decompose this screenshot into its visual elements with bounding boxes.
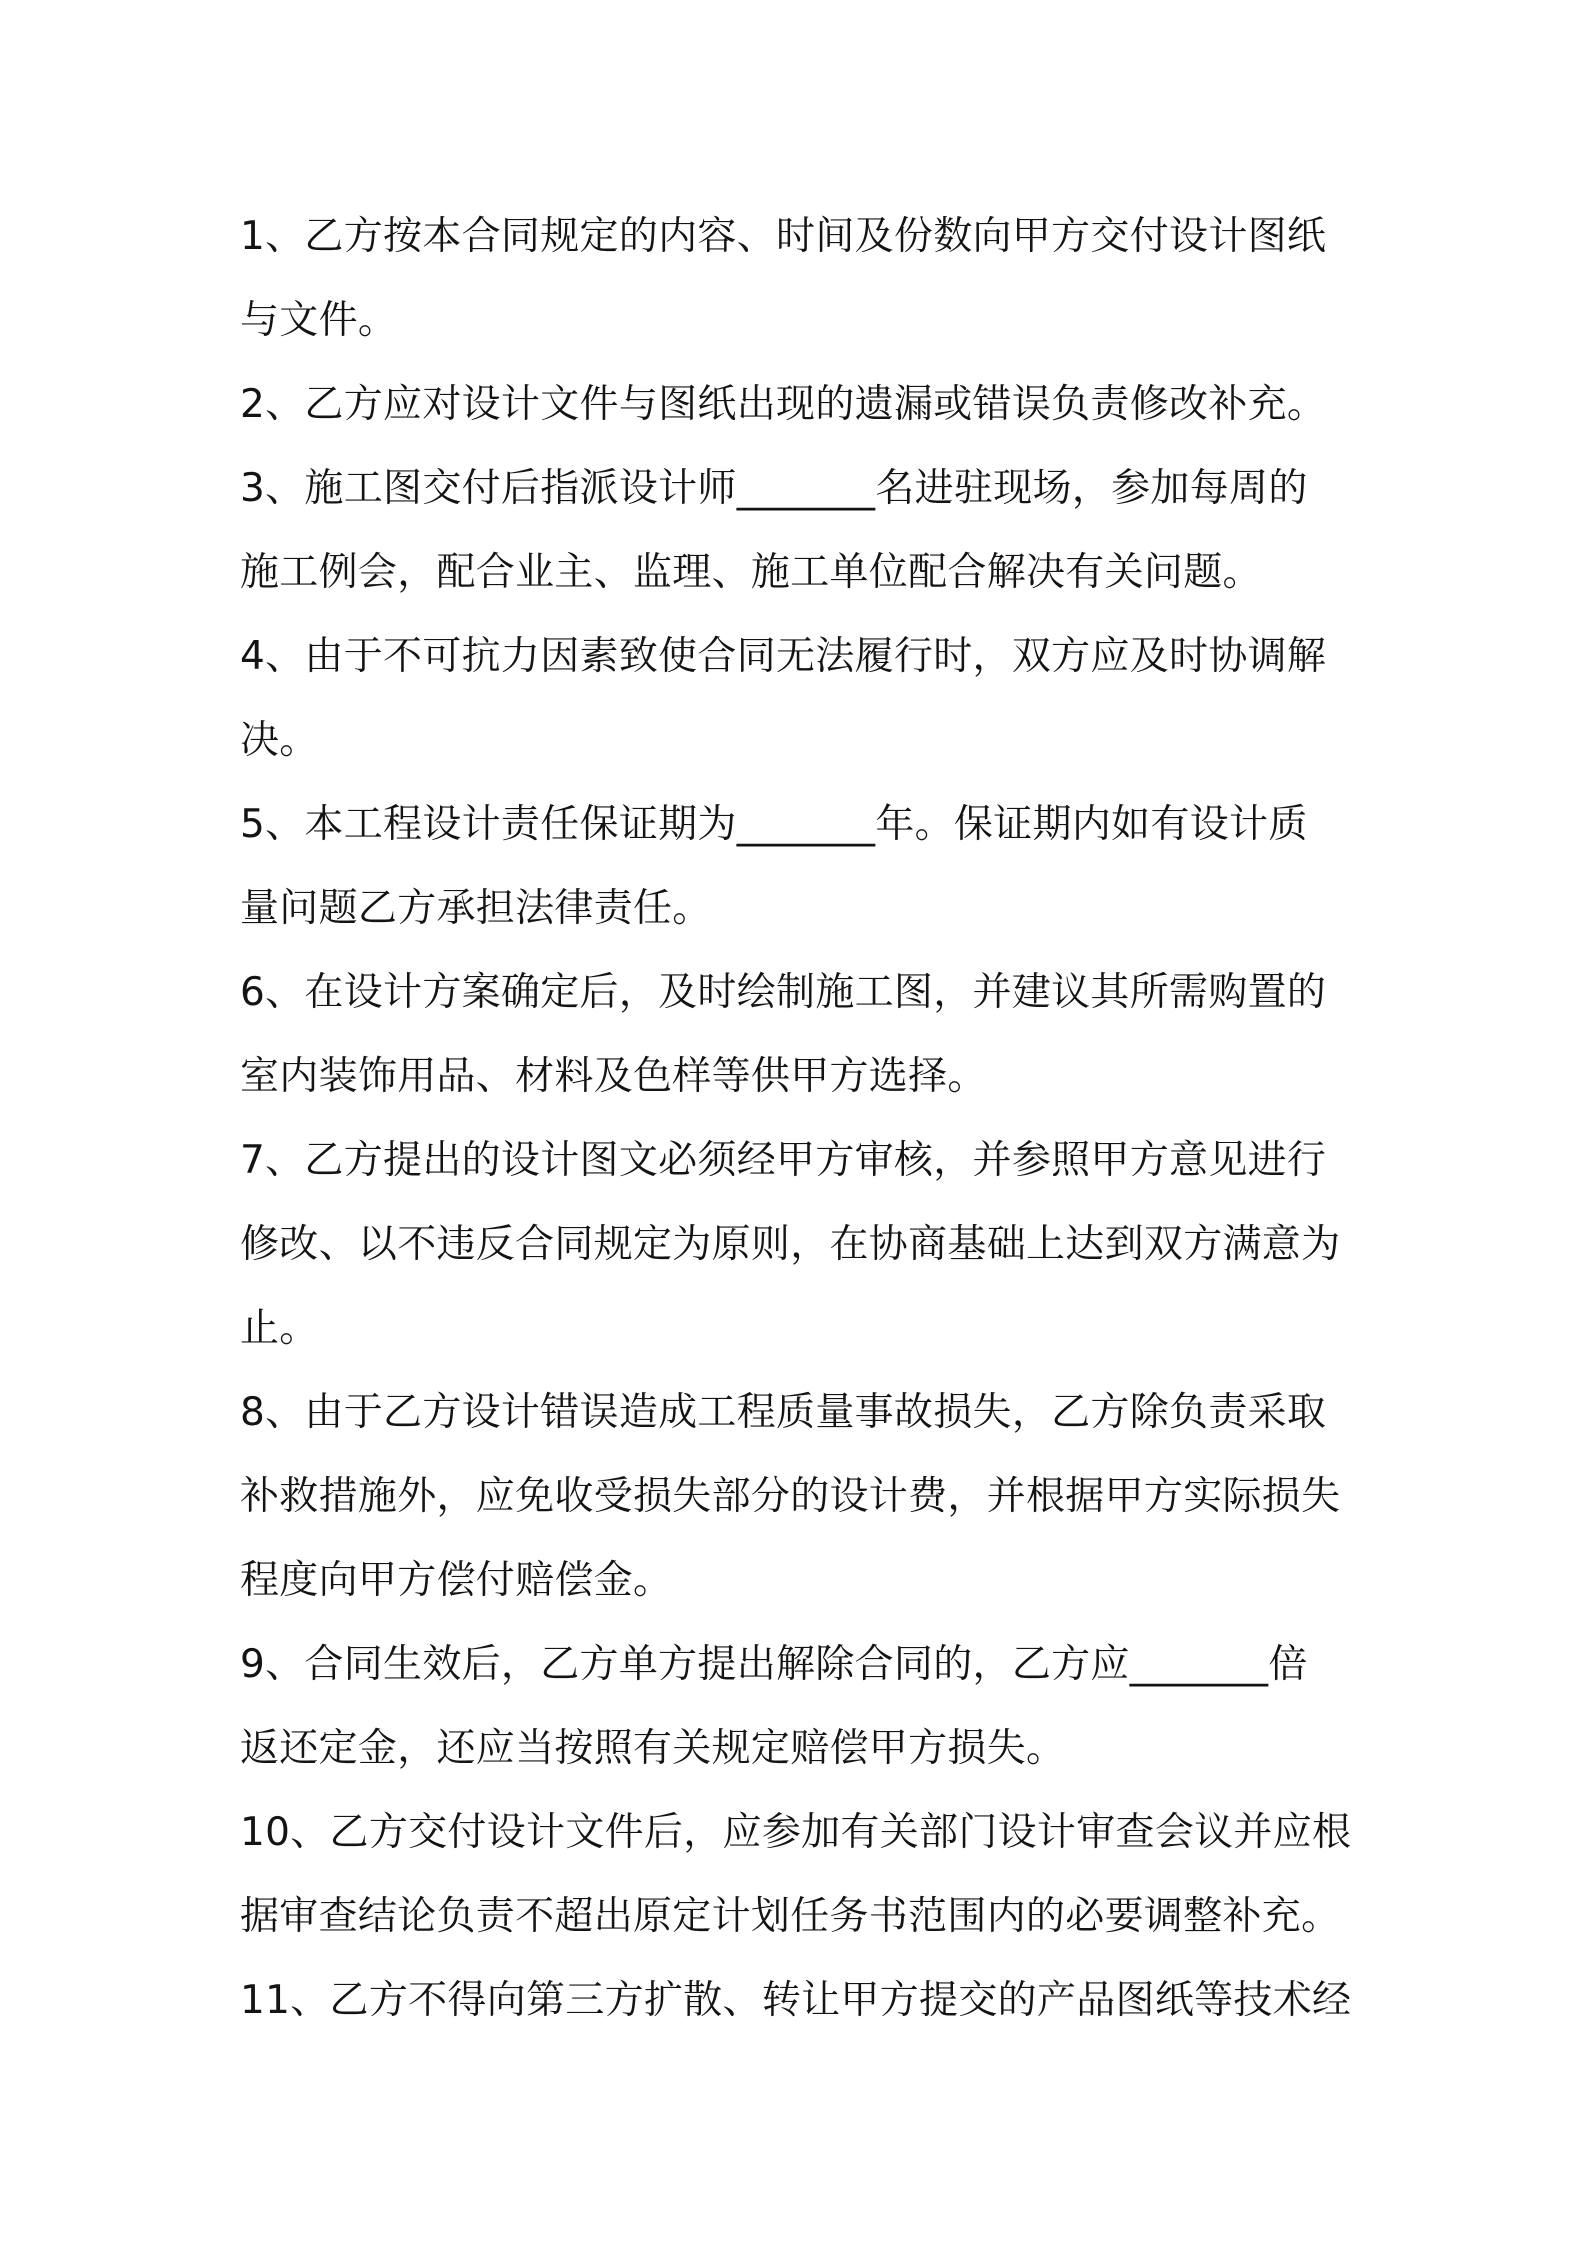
clause-6-line-1: 6、在设计方案确定后，及时绘制施工图，并建议其所需购置的: [240, 970, 1327, 1015]
clause-1-line-2: 与文件。: [240, 298, 398, 343]
clause-8-line-2: 补救措施外，应免收受损失部分的设计费，并根据甲方实际损失: [240, 1474, 1341, 1519]
clause-1-line-1: 1、乙方按本合同规定的内容、时间及份数向甲方交付设计图纸: [240, 214, 1327, 259]
clause-6-line-2: 室内装饰用品、材料及色样等供甲方选择。: [240, 1054, 987, 1099]
clause-8-line-3: 程度向甲方偿付赔偿金。: [240, 1558, 673, 1603]
clause-7-line-3: 止。: [240, 1306, 319, 1351]
clause-9-line-2: 返还定金，还应当按照有关规定赔偿甲方损失。: [240, 1726, 1066, 1771]
clause-2-line-1: 2、乙方应对设计文件与图纸出现的遗漏或错误负责修改补充。: [240, 382, 1327, 427]
clause-5-line-1: 5、本工程设计责任保证期为_______年。保证期内如有设计质: [240, 802, 1308, 847]
clause-3-line-2: 施工例会，配合业主、监理、施工单位配合解决有关问题。: [240, 550, 1262, 595]
clause-9-line-1: 9、合同生效后，乙方单方提出解除合同的，乙方应_______倍: [240, 1642, 1308, 1687]
clause-3-line-1: 3、施工图交付后指派设计师_______名进驻现场，参加每周的: [240, 466, 1308, 511]
clause-5-line-2: 量问题乙方承担法律责任。: [240, 886, 712, 931]
clause-4-line-1: 4、由于不可抗力因素致使合同无法履行时，双方应及时协调解: [240, 634, 1327, 679]
clause-4-line-2: 决。: [240, 718, 319, 763]
clause-7-line-1: 7、乙方提出的设计图文必须经甲方审核，并参照甲方意见进行: [240, 1138, 1327, 1183]
contract-clauses-text: [240, 195, 1370, 2043]
clause-11-line-1: 11、乙方不得向第三方扩散、转让甲方提交的产品图纸等技术经: [240, 1978, 1352, 2023]
clause-10-line-2: 据审查结论负责不超出原定计划任务书范围内的必要调整补充。: [240, 1894, 1341, 1939]
clause-7-line-2: 修改、以不违反合同规定为原则，在协商基础上达到双方满意为: [240, 1222, 1341, 1267]
clause-10-line-1: 10、乙方交付设计文件后，应参加有关部门设计审查会议并应根: [240, 1810, 1352, 1855]
clause-8-line-1: 8、由于乙方设计错误造成工程质量事故损失，乙方除负责采取: [240, 1390, 1327, 1435]
